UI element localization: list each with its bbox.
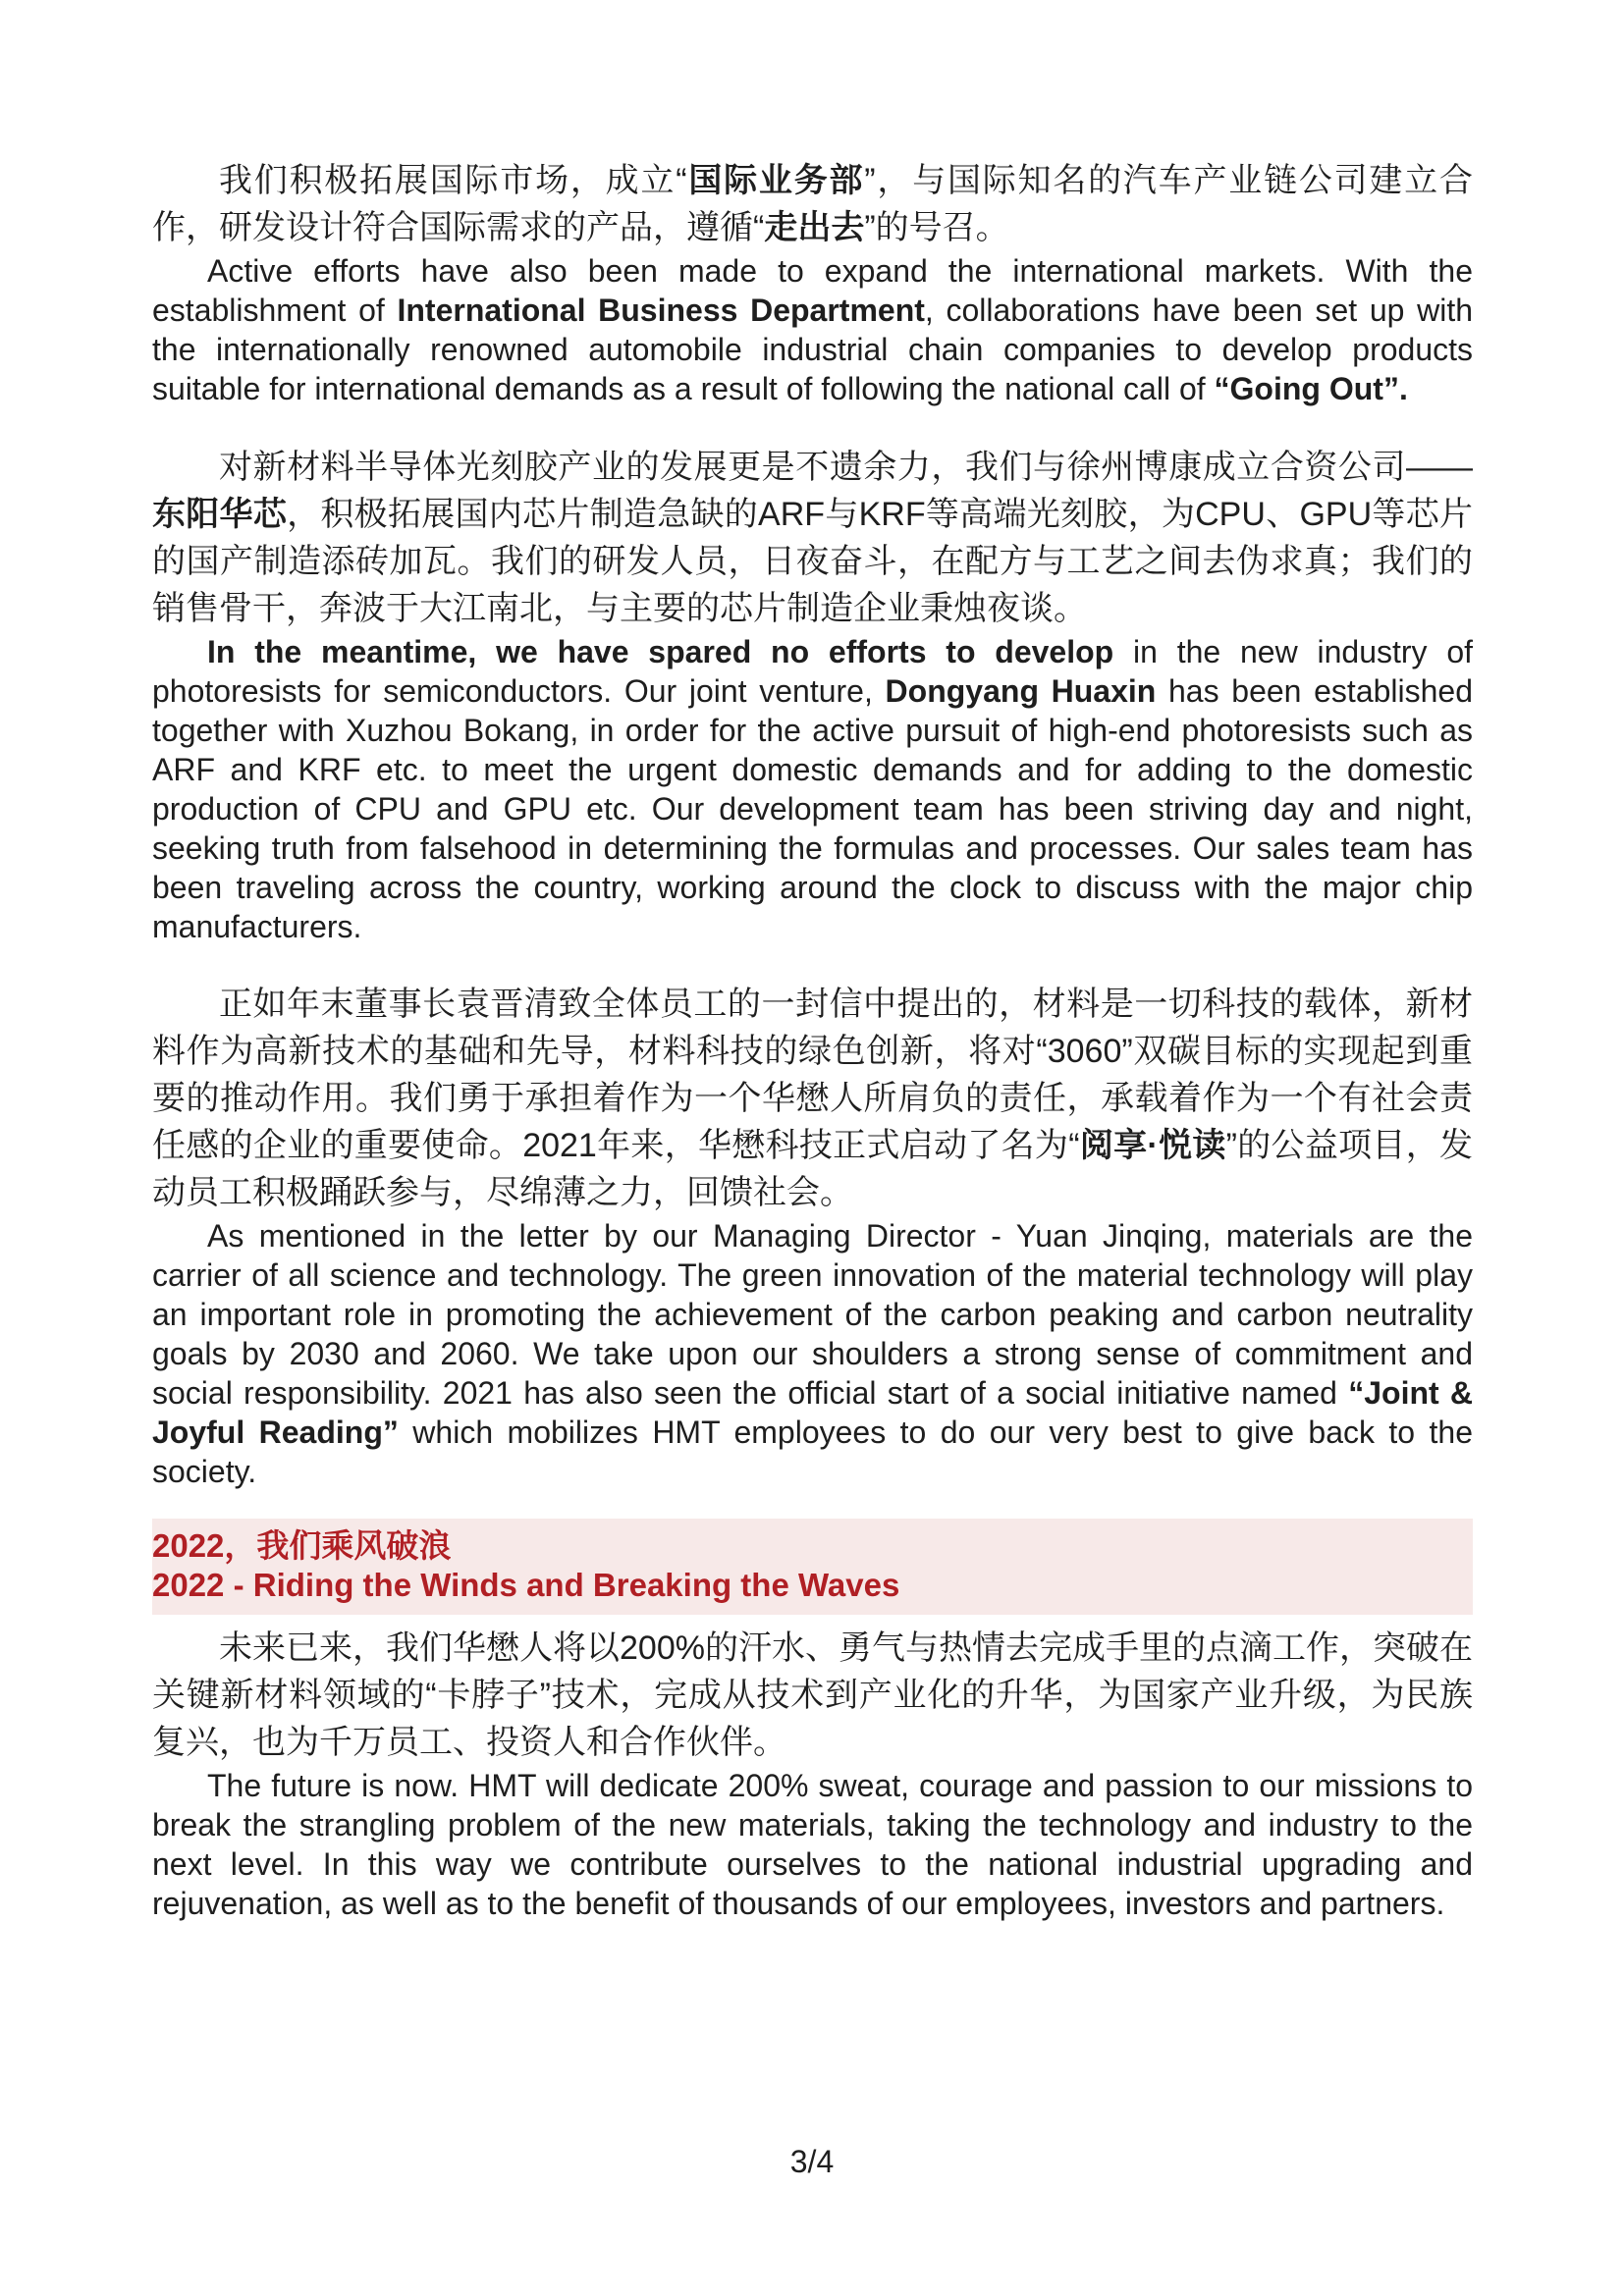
para-future-zh — [152, 1625, 1473, 1766]
text-run: 正如年末董事长袁晋清致全体员工的一封信中提出的，材料是一切科技的载体，新材料作为高新技术的基础和先导，材料科技的绿色创新，将对“3060”双碳目标的实现起到重要的推动作用。我们勇于承担着作为一个华懋人所肩负的责任，承载着作为一个有社会责任感的企业的重要使命。2021年来，华懋科技正式启动了名为“ — [152, 986, 1473, 1164]
text-run: The future is now. HMT will dedicate 200% sweat, courage and passion to our missions to break the strangling problem of the new materials, taking the technology and industry to the next level. In this way we contribute ourselves to the national industrial upgrading and rejuvenation, as well as to the benefit of thousands of our employees, investors and partners. — [152, 1768, 1473, 1921]
text-run: has been established together with Xuzhou Bokang, in order for the active pursuit of high-end photoresists such as ARF and KRF etc. to meet the urgent domestic demands and for adding to the domestic production of CPU and GPU etc. Our development team has been striving day and night, seeking truth from falsehood in determining the formulas and processes. Our sales team has been traveling across the country, working around the clock to discuss with the major chip manufacturers. — [152, 673, 1474, 944]
para-future-en — [152, 1766, 1473, 1923]
para-intl-market-zh — [152, 157, 1473, 251]
text-run: Active efforts have also been made to expand the international markets. With the establishment of — [152, 253, 1473, 328]
para-photoresist-en — [152, 632, 1473, 946]
section-heading-en: 2022 - Riding the Winds and Breaking the Waves — [152, 1567, 900, 1603]
text-run: in the new industry of photoresists for semiconductors. Our joint venture, — [152, 634, 1474, 709]
section-heading-zh: 2022，我们乘风破浪 — [152, 1527, 452, 1564]
text-run: As mentioned in the letter by our Managing Director - Yuan Jinqing, materials are the carrier of all science and technology. The green innovation of the material technology will play an important role in promoting the achievement of the carbon peaking and carbon neutrality goals by 2030 and 2060. We take upon our shoulders a strong sense of commitment and social responsibility. 2021 has also seen the official start of a social initiative named — [152, 1218, 1473, 1411]
text-run: ”，与国际知名的汽车产业链公司建立合作，研发设计符合国际需求的产品，遵循“ — [152, 162, 1474, 246]
section-heading-2022 — [152, 1519, 1473, 1615]
text-run: 我们积极拓展国际市场，成立“ — [219, 162, 687, 199]
text-run-bold: 走出去 — [764, 209, 865, 246]
text-run-bold: “Going Out”. — [1214, 371, 1408, 406]
text-run: ，积极拓展国内芯片制造急缺的ARF与KRF等高端光刻胶，为CPU、GPU等芯片的国产制造添砖加瓦。我们的研发人员，日夜奋斗，在配方与工艺之间去伪求真；我们的销售骨干，奔波于大江南北，与主要的芯片制造企业秉烛夜谈。 — [152, 496, 1473, 627]
text-run-bold: 东阳华芯 — [152, 496, 288, 533]
text-run: which mobilizes HMT employees to do our very best to give back to the society. — [152, 1415, 1474, 1489]
text-run-bold: 阅享·悦读 — [1079, 1127, 1226, 1164]
document-body — [152, 157, 1473, 1923]
text-run: ”的号召。 — [864, 209, 1009, 246]
para-intl-market-en — [152, 251, 1473, 408]
text-run-bold: 国际业务部 — [686, 162, 865, 199]
para-photoresist-zh — [152, 444, 1473, 632]
text-run: 对新材料半导体光刻胶产业的发展更是不遗余力，我们与徐州博康成立合资公司—— — [219, 449, 1473, 486]
page-number: 3/4 — [789, 2144, 835, 2179]
text-run: ”的公益项目，发动员工积极踊跃参与，尽绵薄之力，回馈社会。 — [152, 1127, 1473, 1211]
text-run: , collaborations have been set up with the internationally renowned automobile industrial chain companies to develop products suitable for international demands as a result of following the national call of — [152, 293, 1474, 406]
text-run-bold: “Joint & Joyful Reading” — [152, 1375, 1474, 1450]
para-social-responsibility-zh — [152, 981, 1473, 1216]
text-run-bold: International Business Department — [397, 293, 925, 328]
text-run-bold: In the meantime, we have spared no efforts to develop — [207, 634, 1114, 669]
para-social-responsibility-en — [152, 1216, 1473, 1491]
text-run: 未来已来，我们华懋人将以200%的汗水、勇气与热情去完成手里的点滴工作，突破在关键新材料领域的“卡脖子”技术，完成从技术到产业化的升华，为国家产业升级，为民族复兴，也为千万员工、投资人和合作伙伴。 — [152, 1629, 1473, 1761]
text-run-bold: Dongyang Huaxin — [885, 673, 1157, 709]
